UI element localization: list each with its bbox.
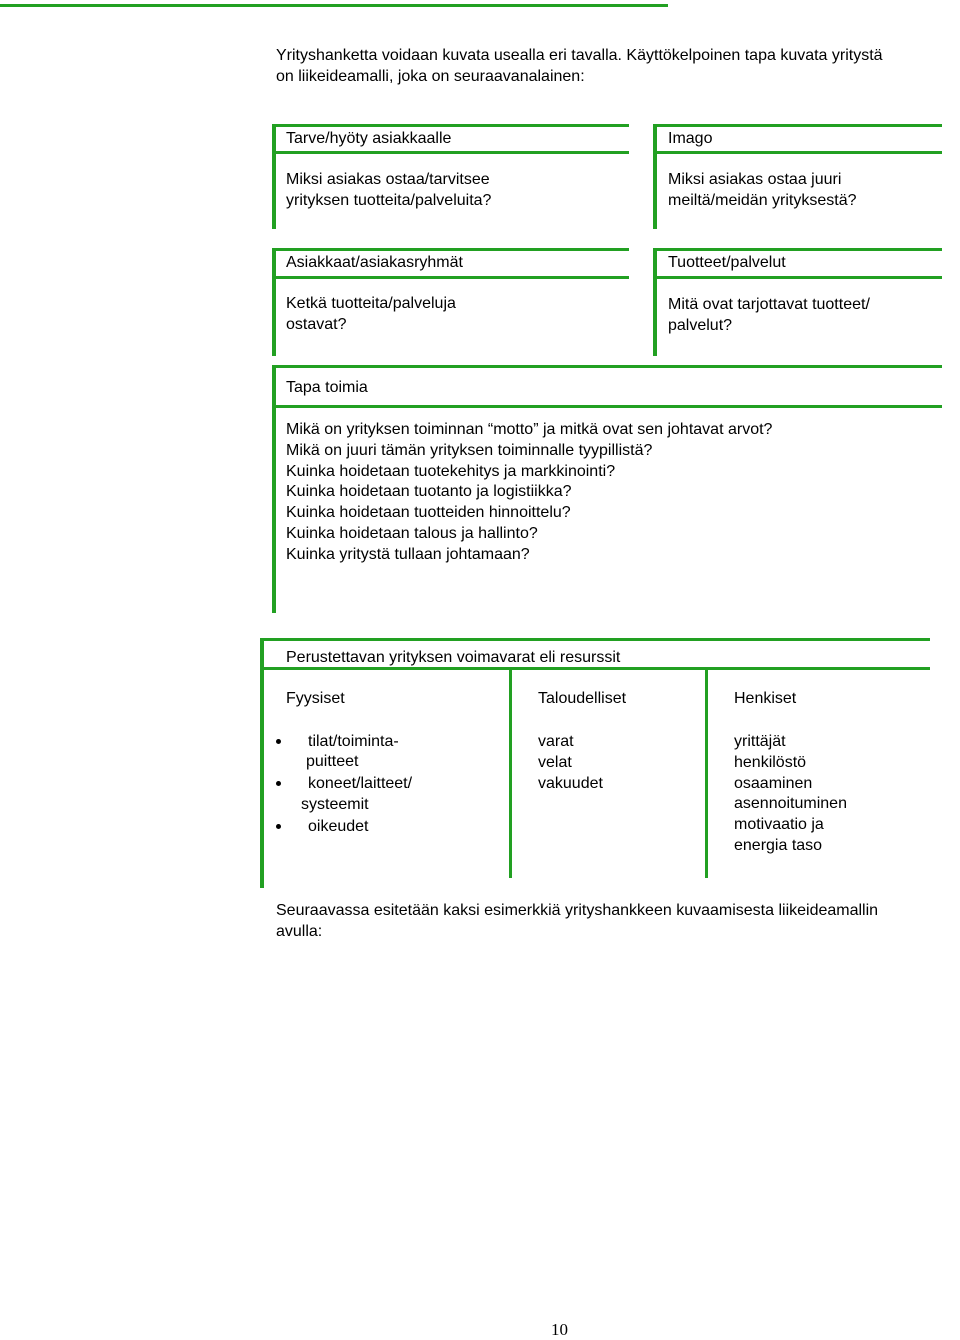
financial-list — [538, 732, 603, 794]
customers-box-line-1: Ketkä tuotteita/palveluja — [286, 295, 456, 312]
products-box-left-border — [653, 248, 657, 356]
page-number: 10 — [551, 1320, 568, 1339]
need-box-left-border — [272, 124, 276, 229]
physical-item-2-line-2: systeemit — [301, 796, 369, 813]
outro-paragraph — [276, 901, 878, 943]
operations-box-title: Tapa toimia — [286, 379, 368, 396]
financial-heading: Taloudelliset — [538, 690, 627, 707]
operations-box-left-border — [272, 365, 276, 613]
resources-box-left-border — [260, 638, 264, 888]
products-box-title-divider — [655, 276, 942, 279]
need-box-body — [286, 170, 491, 212]
customers-box-body — [286, 294, 456, 336]
customers-box-left-border — [272, 248, 276, 356]
human-item: henkilöstö — [734, 753, 807, 771]
intro-line-1: Yrityshanketta voidaan kuvata usealla eri tavalla. Käyttökelpoinen tapa kuvata yritystä — [276, 47, 883, 64]
operations-line-2: Mikä on juuri tämän yrityksen toiminnalle tyypillistä? — [286, 441, 653, 459]
image-box-body — [668, 170, 857, 212]
resources-column-divider-2 — [705, 670, 708, 878]
image-box-title-divider — [655, 151, 942, 154]
customers-box-title-divider — [273, 276, 629, 279]
customers-box-title: Asiakkaat/asiakasryhmät — [286, 254, 463, 271]
bullet-icon — [276, 781, 281, 786]
operations-line-7: Kuinka yritystä tullaan johtamaan? — [286, 545, 530, 563]
products-box-title: Tuotteet/palvelut — [668, 254, 786, 271]
human-item: motivaatio ja — [734, 816, 824, 834]
physical-item-2-line-1: koneet/laitteet/ — [308, 775, 413, 792]
resources-column-divider-1 — [509, 670, 512, 878]
need-box-title: Tarve/hyöty asiakkaalle — [286, 130, 452, 147]
physical-heading: Fyysiset — [286, 690, 345, 707]
financial-item: varat — [538, 733, 574, 750]
operations-line-4: Kuinka hoidetaan tuotanto ja logistiikka? — [286, 483, 572, 501]
operations-line-6: Kuinka hoidetaan talous ja hallinto? — [286, 524, 538, 542]
image-box-title: Imago — [668, 130, 713, 147]
human-item: energia taso — [734, 836, 823, 854]
financial-item: velat — [538, 753, 572, 771]
header-rule — [0, 4, 668, 7]
bullet-icon — [276, 824, 281, 829]
need-box-line-1: Miksi asiakas ostaa/tarvitsee — [286, 171, 490, 188]
need-box-line-2: yrityksen tuotteita/palveluita? — [286, 191, 492, 209]
image-box-left-border — [653, 124, 657, 229]
resources-box-top-border — [260, 638, 930, 641]
intro-paragraph — [276, 46, 883, 88]
customers-box-top-border — [273, 248, 629, 251]
human-list — [734, 732, 847, 857]
intro-line-2: on liikeideamalli, joka on seuraavanalainen: — [276, 67, 585, 85]
image-box-top-border — [655, 124, 942, 127]
human-item: yrittäjät — [734, 733, 786, 750]
financial-item: vakuudet — [538, 774, 603, 792]
bullet-icon — [276, 739, 281, 744]
outro-line-2: avulla: — [276, 922, 323, 940]
physical-item-3-line-1: oikeudet — [308, 818, 369, 835]
products-box-line-2: palvelut? — [668, 316, 733, 334]
human-heading: Henkiset — [734, 690, 797, 707]
image-box-line-1: Miksi asiakas ostaa juuri — [668, 171, 842, 188]
operations-box-top-border — [273, 365, 942, 368]
human-item: osaaminen — [734, 774, 813, 792]
physical-item-1-line-1: tilat/toiminta- — [308, 733, 399, 750]
operations-box-body — [286, 420, 772, 566]
operations-line-1: Mikä on yrityksen toiminnan “motto” ja mitkä ovat sen johtavat arvot? — [286, 421, 773, 438]
products-box-line-1: Mitä ovat tarjottavat tuotteet/ — [668, 296, 870, 313]
customers-box-line-2: ostavat? — [286, 315, 347, 333]
operations-box-title-divider — [273, 405, 942, 408]
image-box-line-2: meiltä/meidän yrityksestä? — [668, 191, 857, 209]
need-box-top-border — [273, 124, 629, 127]
human-item: asennoituminen — [734, 795, 847, 813]
resources-title: Perustettavan yrityksen voimavarat eli resurssit — [286, 649, 621, 666]
products-box-body — [668, 295, 870, 337]
outro-line-1: Seuraavassa esitetään kaksi esimerkkiä yrityshankkeen kuvaamisesta liikeideamallin — [276, 902, 879, 919]
need-box-title-divider — [273, 151, 629, 154]
physical-item-1-line-2: puitteet — [306, 753, 359, 770]
operations-line-5: Kuinka hoidetaan tuotteiden hinnoittelu? — [286, 504, 571, 522]
products-box-top-border — [655, 248, 942, 251]
operations-line-3: Kuinka hoidetaan tuotekehitys ja markkinointi? — [286, 462, 616, 480]
